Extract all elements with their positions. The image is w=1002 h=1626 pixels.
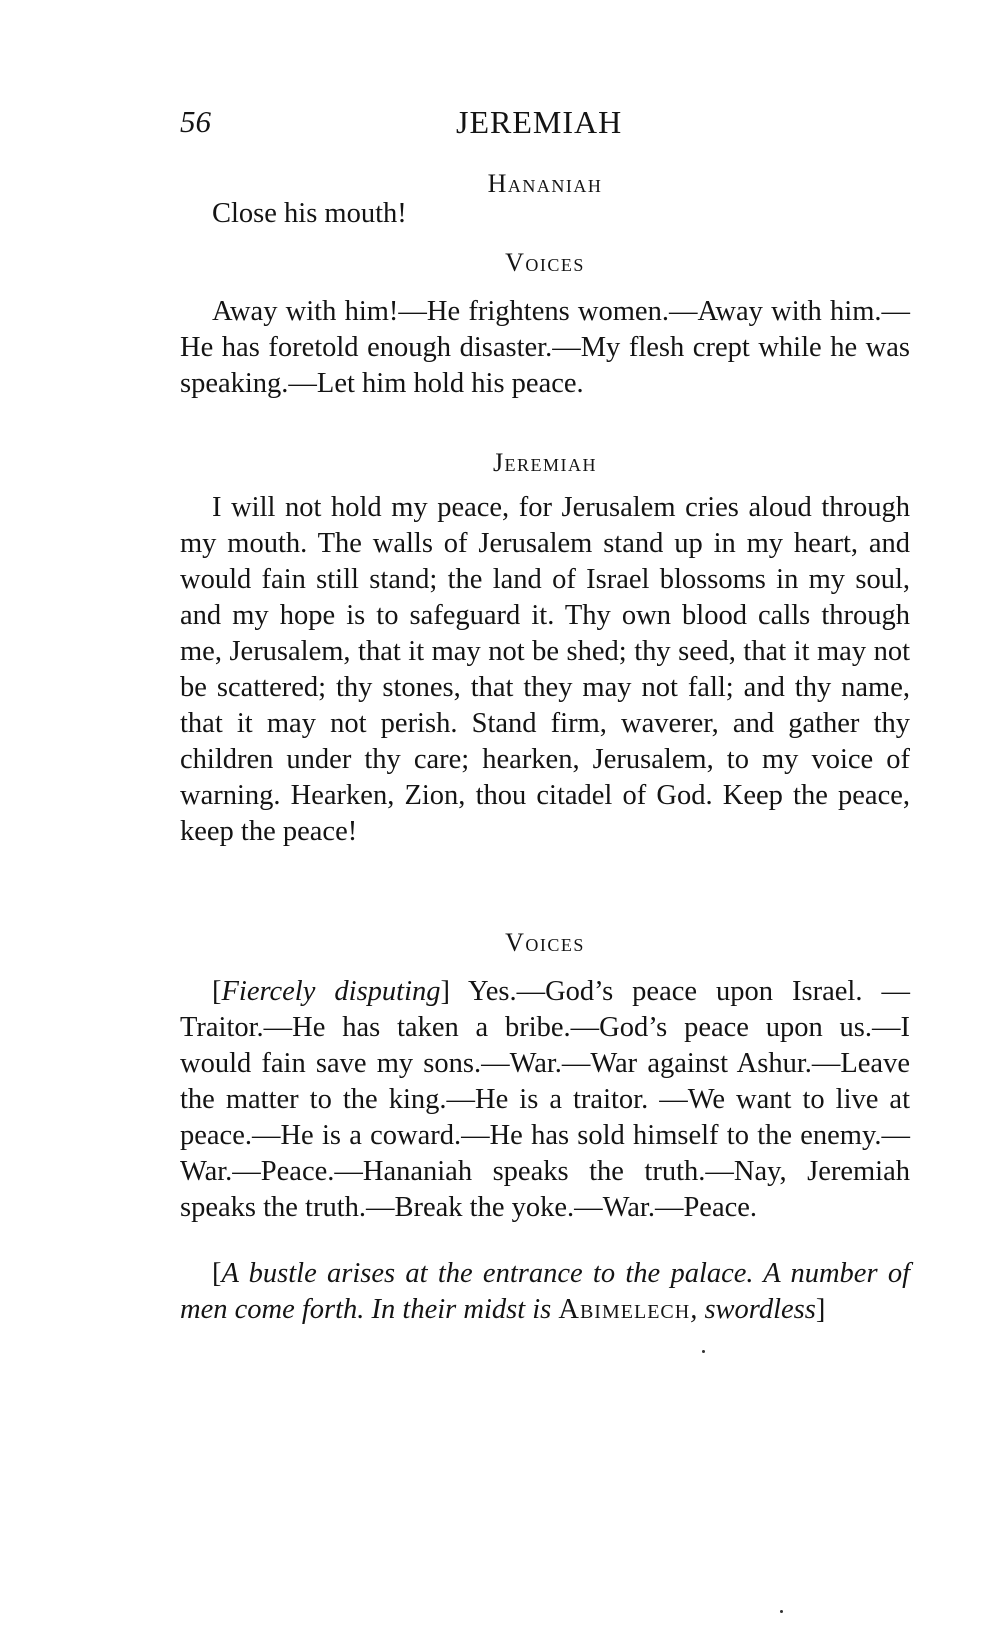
character-name-abimelech: Abimelech: [558, 1294, 691, 1325]
speech-voices-2: [180, 974, 910, 1226]
speech-hananiah: Close his mouth!: [212, 198, 407, 229]
stage-direction-part1: A bustle arises at the entrance to the palace. A number of men come forth. In their midst is: [180, 1258, 910, 1325]
speaker-heading-jeremiah: Jeremiah: [492, 448, 598, 477]
direction-close-bracket: ]: [815, 1294, 826, 1325]
speech-voices: Away with him!—He frightens women.—Away with him.—He has foretold enough disaster.—My flesh crept while he was speaking.—Let him hold his peace.: [180, 296, 910, 399]
page-number: 56: [180, 104, 211, 139]
speaker-heading-hananiah: Hananiah: [487, 169, 603, 198]
direction-open-bracket: [: [212, 1258, 222, 1289]
speech-jeremiah: I will not hold my peace, for Jerusalem cries aloud through my mouth. The walls of Jerusalem stand up in my heart, and would fain still stand; the land of Israel blossoms in my soul, and my hope is to safeguard it. Thy own blood calls through me, Jerusalem, that it may not be shed; thy seed, that it may not be scattered; thy stones, that they may not fall; and thy name, that it may not perish. Stand firm, waverer, and gather thy children under thy care; hearken, Jerusalem, to my voice of warning. Hearken, Zion, thou citadel of God. Keep the peace, keep the peace!: [180, 492, 910, 847]
print-speck: [702, 1350, 705, 1353]
direction-close-bracket: ]: [440, 976, 450, 1007]
speech-voices-2-text: Yes.—God’s peace upon Israel. —Traitor.—He has taken a bribe.—God’s peace upon us.—I would fain save my sons.—War.—War against Ashur.—Leave the matter to the king.—He is a traitor. —We want to live at peace.—He is a coward.—He has sold himself to the enemy.—War.—Peace.—Hananiah speaks the truth.—Nay, Jeremiah speaks the truth.—Break the yoke.—War.—Peace.: [180, 976, 910, 1223]
stage-direction-part2: swordless: [704, 1294, 816, 1325]
stage-direction-abimelech: [A bustle arises at the entrance to the palace. A number of men come forth. In their midst is Abimelech, swordless]: [180, 1258, 910, 1325]
stage-direction-fiercely-disputing: Fiercely disputing: [221, 976, 441, 1007]
print-speck: [780, 1610, 783, 1613]
speaker-heading-voices-2: Voices: [505, 928, 585, 957]
speaker-heading-voices: Voices: [505, 248, 585, 277]
direction-open-bracket: [: [212, 976, 222, 1007]
running-title: JEREMIAH: [456, 104, 623, 140]
